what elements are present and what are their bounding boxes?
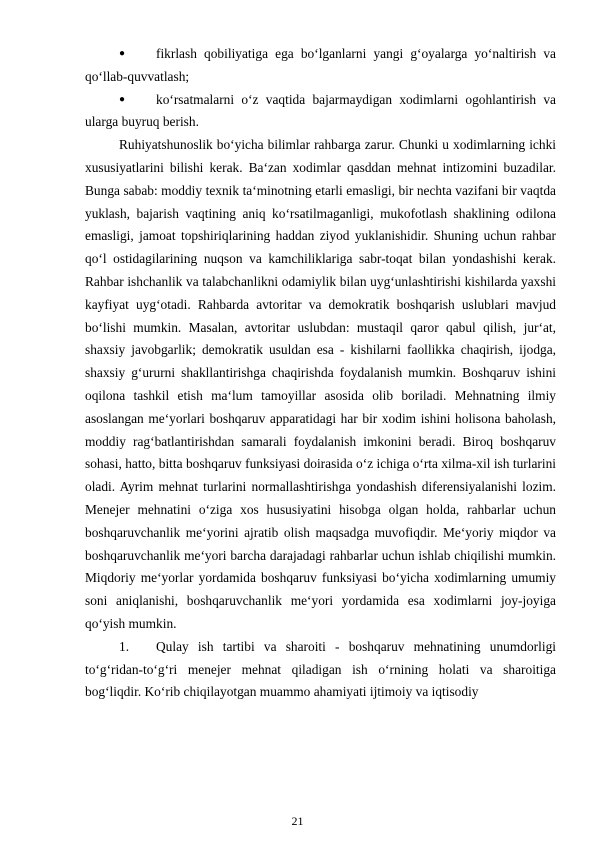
bullet-text: ko‘rsatmalarni o‘z vaqtida bajarmaydigan xodimlarni ogohlantirish va ularga buyruq berish. xyxy=(85,91,556,130)
bullet-text: fikrlash qobiliyatiga ega bo‘lganlarni yangi g‘oyalarga yo‘naltirish va qo‘llab-quvvatlash; xyxy=(85,46,556,84)
item-number: 1. xyxy=(119,638,130,654)
bullet-dot-icon: ● xyxy=(119,48,126,59)
numbered-item xyxy=(85,636,556,704)
bullet-dot-icon: ● xyxy=(119,93,126,105)
page-number: 21 xyxy=(291,814,304,828)
body-paragraph: Ruhiyatshunoslik bo‘yicha bilimlar rahbarga zarur. Chunki u xodimlarning ichki xususiyatlarini bilishi kerak. Ba‘zan xodimlar qasddan mehnat intizomini buzadilar. Bunga sabab: moddiy texnik ta‘minotning etarli emasligi, bir nechta vazifani bir vaqtda yuklash, bajarish vaqtining aniq ko‘rsatilmaganligi, mukofotlash shaklining odilona emasligi, jamoat topshiriqlarining haddan ziyod yuklanishidir. Shuning uchun rahbar qo‘l ostidagilarining nuqson va kamchiliklariga sabr-toqat bilan yondashishi kerak. Rahbar ishchanlik va talabchanlikni odamiylik bilan uyg‘unlashtirishi kishilarda yaxshi kayfiyat uyg‘otadi. Rahbarda avtoritar va demokratik boshqarish uslublari mavjud bo‘lishi mumkin. Masalan, avtoritar uslubdan: mustaqil qaror qabul qilish, jur‘at, shaxsiy javobgarlik; demokratik usuldan esa - kishilarni faollikka chaqirish, ijodga, shaxsiy g‘ururni shakllantirishga chaqirishda foydalanish mumkin. Boshqaruv ishini oqilona tashkil etish ma‘lum tamoyillar asosida olib boriladi. Mehnatning ilmiy asoslangan me‘yorlari boshqaruv apparatidagi har bir xodim ishini holisona baholash, moddiy rag‘batlantirishdan samarali foydalanish imkonini beradi. Biroq boshqaruv sohasi, hatto, bitta boshqaruv funksiyasi doirasida o‘z ichiga o‘rta xilma-xil ish turlarini oladi. Ayrim mehnat turlarini normallashtirishga yondashish diferensiyalanishi lozim. Menejer mehnatini o‘ziga xos hususiyatini hisobga olgan holda, rahbarlar uchun boshqaruvchanlik me‘yorini ajratib olish maqsadga muvofiqdir. Me‘yoriy miqdor va boshqaruvchanlik me‘yori barcha darajadagi rahbarlar uchun ishlab chiqilishi mumkin. Miqdoriy me‘yorlar yordamida boshqaruv funksiyasi bo‘yicha xodimlarning umumiy soni aniqlanishi, boshqaruvchanlik me‘yori yordamida esa xodimlarni joy-joyiga qo‘yish mumkin. xyxy=(85,137,556,631)
numbered-text: Qulay ish tartibi va sharoiti - boshqaruv mehnatining unumdorligi to‘g‘ridan-to‘g‘ri menejer mehnat qiladigan ish o‘rnining holati va sharoitiga bog‘liqdir. Ko‘rib chiqilayotgan muammo ahamiyati ijtimoiy va iqtisodiy xyxy=(85,638,556,700)
bullet-item xyxy=(85,43,556,89)
page-body xyxy=(85,43,556,704)
bullet-item xyxy=(85,89,556,135)
